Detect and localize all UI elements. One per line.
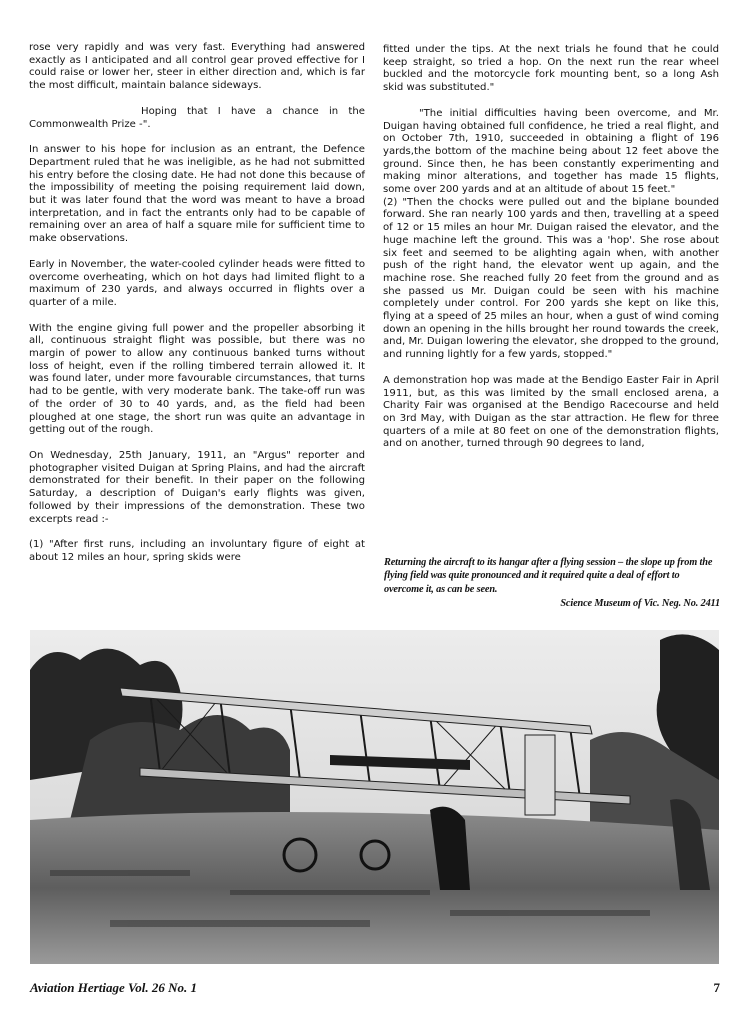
right-column — [383, 44, 719, 451]
caption-text: Returning the aircraft to its hangar after a flying session – the slope up from the flying field was quite pronounced and it required quite a deal of effort to overcome it, as can be seen. — [384, 557, 713, 595]
photo-caption — [384, 556, 720, 610]
paragraph: rose very rapidly and was very fast. Everything had answered exactly as I anticipated and all control gear proved effective for I could raise or lower her, steer in either direction and, which is far the most difficult, maintain balance sideways. — [29, 42, 365, 92]
paragraph: In answer to his hope for inclusion as an entrant, the Defence Department ruled that he was ineligible, as he had not submitted his entry before the closing date. He had not done this because of the impossibility of meeting the poising requirement laid down, but it was later found that the word was meant to have a broad interpretation, and in fact the entrants only had to be capable of remaining over an area of half a square mile for sufficient time to make observations. — [29, 144, 365, 245]
paragraph: (1) "After first runs, including an involuntary figure of eight at about 12 miles an hour, spring skids were — [29, 539, 365, 563]
paragraph: A demonstration hop was made at the Bendigo Easter Fair in April 1911, but, as this was limited by the small enclosed arena, a Charity Fair was organised at the Bendigo Racecourse and held on 3rd May, with Duigan as the star attraction. He flew for three quarters of a mile at 80 feet on one of the demonstration flights, and on another, turned through 90 degrees to land, — [383, 374, 719, 450]
paragraph: (2) "Then the chocks were pulled out and the biplane bounded forward. She ran nearly 100 yards and then, travelling at a speed of 12 or 15 miles an hour Mr. Duigan raised the elevator, and the huge machine left the ground. This was a 'hop'. She rose about six feet and seemed to be alighting again when, with another push of the right hand, the elevator went up again, and the machine rose. She reached fully 20 feet from the ground and as she passed us Mr. Duigan could be seen with his machine completely under control. For 200 yards she kept on like this, flying at a speed of 25 miles an hour, when a gust of wind coming down an opening in the hills brought her round towards the creek, and, Mr. Duigan lowering the elevator, she dropped to the ground, and running lightly for a few yards, stopped." — [383, 196, 719, 361]
left-column — [29, 42, 365, 565]
paragraph: Hoping that I have a chance in the Commonwealth Prize -". — [29, 105, 365, 130]
photo-credit: Science Museum of Vic. Neg. No. 2411 — [560, 597, 720, 609]
paragraph: Early in November, the water-cooled cylinder heads were fitted to overcome overheating, which on hot days had limited flight to a maximum of 230 yards, and always occurred in flights over a quarter of a mile. — [29, 258, 365, 308]
footer-publication: Aviation Hertiage Vol. 26 No. 1 — [30, 980, 197, 995]
paragraph: fitted under the tips. At the next trials he found that he could keep straight, so tried a hop. On the next run the rear wheel buckled and the motorcycle fork mounting bent, so a long Ash skid was substituted." — [383, 44, 719, 94]
page-number: 7 — [713, 980, 720, 995]
paragraph: "The initial difficulties having been overcome, and Mr. Duigan having obtained full confidence, he tried a real flight, and on October 7th, 1910, succeeded in obtaining a flight of 196 yards,the bottom of the machine being about 12 feet above the ground. Since then, he has been constantly experimenting and making minor alterations, and together has made 15 flights, some over 200 yards and at an altitude of about 15 feet." — [383, 107, 719, 196]
biplane-photo-illustration — [30, 630, 719, 964]
biplane-photo — [30, 630, 719, 964]
paragraph: With the engine giving full power and the propeller absorbing it all, continuous straight flight was possible, but there was no margin of power to allow any continuous banked turns without loss of height, even if the rolling timbered terrain allowed it. It was found later, under more favourable circumstances, that turns had to be gentle, with very moderate bank. The take-off run was of the order of 30 to 40 yards, and, as the field had been ploughed at one stage, the short run was quite an advantage in getting out of the rough. — [29, 322, 365, 436]
paragraph: On Wednesday, 25th January, 1911, an "Argus" reporter and photographer visited Duigan at Spring Plains, and had the aircraft demonstrated for their benefit. In their paper on the following Saturday, a description of Duigan's early flights was given, followed by their impressions of the demonstration. These two excerpts read :- — [29, 449, 365, 525]
